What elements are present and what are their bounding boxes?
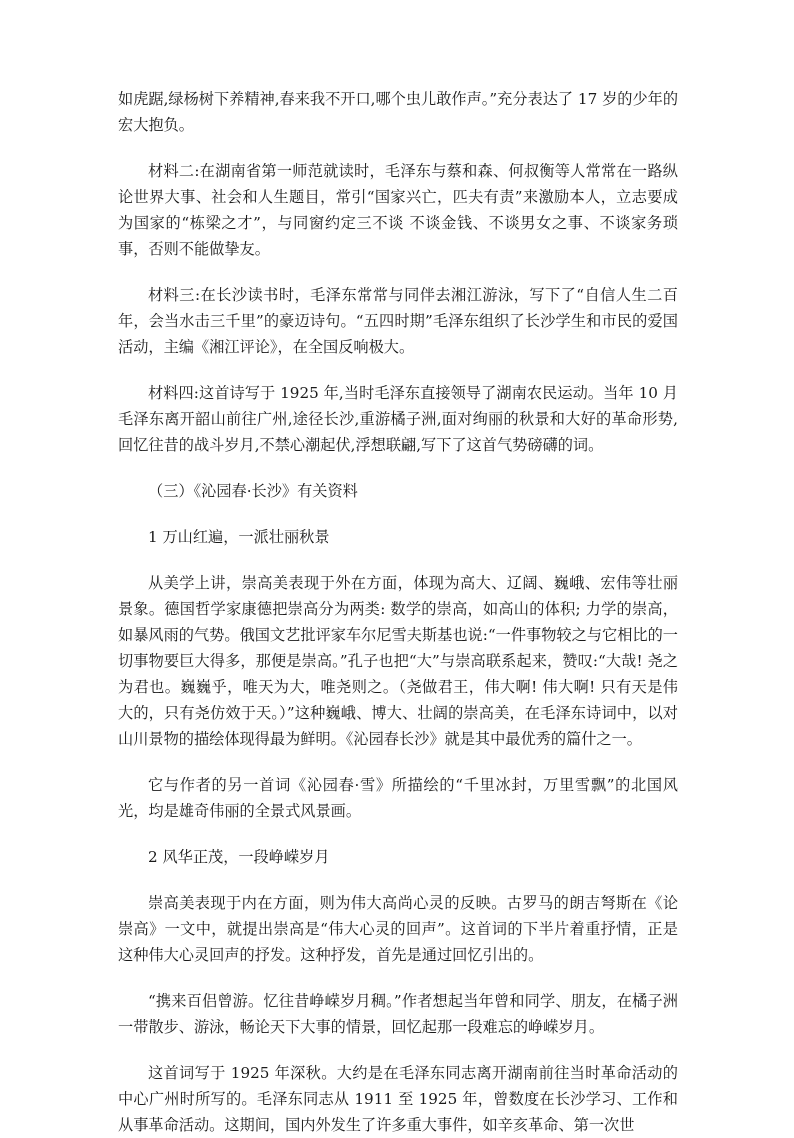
paragraph-material-three: 材料三:在长沙读书时，毛泽东常常与同伴去湘江游泳，写下了“自信人生二百年，会当水击三千里”的豪迈诗句。“五四时期”毛泽东组织了长沙学生和市民的爱国活动，主编《湘江评论》，在全国反响极大。 [118,286,678,356]
paragraph-material-two: 材料二:在湖南省第一师范就读时，毛泽东与蔡和森、何叔衡等人常常在一路纵论世界大事、社会和人生题目，常引“国家兴亡，匹夫有责”来激励本人，立志要成为国家的“栋梁之才”，与同窗约定三不谈 不谈金钱、不谈男女之事、不谈家务琐事，否则不能做挚友。 [118,162,678,258]
paragraph-material-four: 材料四:这首诗写于 1925 年,当时毛泽东直接领导了湖南农民运动。当年 10 月毛泽东离开韶山前往广州,途径长沙,重游橘子洲,面对绚丽的秋景和大好的革命形势,回忆往昔的战斗岁月,不禁心潮起伏,浮想联翩,写下了这首气势磅礴的词。 [118,384,678,454]
paragraph-inner-sublime: 崇高美表现于内在方面，则为伟大高尚心灵的反映。古罗马的朗吉弩斯在《论崇高》一文中，就提出崇高是“伟大心灵的回声”。这首词的下半片着重抒情，正是这种伟大心灵回声的抒发。这种抒发，首先是通过回忆引出的。 [118,894,678,964]
paragraph-memories: “携来百侣曾游。忆往昔峥嵘岁月稠。”作者想起当年曾和同学、朋友，在橘子洲一带散步、游泳，畅论天下大事的情景，回忆起那一段难忘的峥嵘岁月。 [118,992,678,1036]
document-page [118,86,678,1138]
paragraph-sublime-beauty: 从美学上讲，崇高美表现于外在方面，体现为高大、辽阔、巍峨、宏伟等壮丽景象。德国哲学家康德把崇高分为两类: 数学的崇高，如高山的体积; 力学的崇高，如暴风雨的气势。俄国文艺批评家车尔尼雪夫斯基也说:“一件事物较之与它相比的一切事物要巨大得多，那便是崇高。”孔子也把“大”与崇高联系起来，赞叹:“大哉! 尧之为君也。巍巍乎，唯天为大，唯尧则之。（尧做君王，伟大啊! 伟大啊! 只有天是伟大的，只有尧仿效于天。）”这种巍峨、博大、壮阔的崇高美，在毛泽东诗词中，以对山川景物的描绘体现得最为鲜明。《沁园春长沙》就是其中最优秀的篇什之一。 [118,574,678,748]
subheading-prime-years: 2 风华正茂，一段峥嵘岁月 [148,848,330,866]
paragraph-snow-comparison: 它与作者的另一首词《沁园春·雪》所描绘的“千里冰封，万里雪飘”的北国风光，均是雄奇伟丽的全景式风景画。 [118,776,678,820]
subheading-autumn-scenery: 1 万山红遍，一派壮丽秋景 [148,528,330,546]
paragraph-continuation: 如虎踞,绿杨树下养精神,春来我不开口,哪个虫儿敢作声。”充分表达了 17 岁的少年的宏大抱负。 [118,90,679,134]
paragraph-historical-context: 这首词写于 1925 年深秋。大约是在毛泽东同志离开湖南前往当时革命活动的中心广州时所写的。毛泽东同志从 1911 至 1925 年，曾数度在长沙学习、工作和从事革命活动。这期间，国内外发生了许多重大事件，如辛亥革命、第一次世 [118,1064,678,1134]
section-heading-reference-material: （三）《沁园春·长沙》有关资料 [148,482,358,500]
